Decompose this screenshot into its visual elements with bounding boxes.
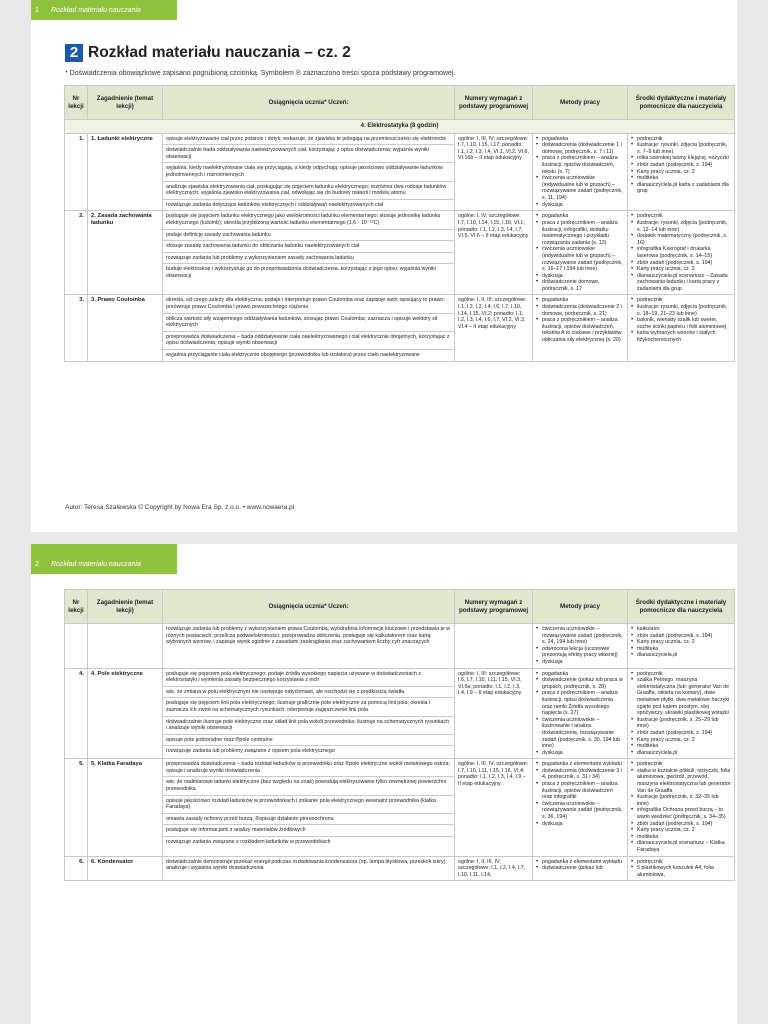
document-title <box>65 44 351 62</box>
lesson-methods <box>533 759 628 856</box>
aid-item: • Karty pracy ucznia, cz. 2 <box>631 169 731 176</box>
page-number: 1 <box>35 7 39 14</box>
outcome-item: opisuje pole jednorodne oraz ®pole centralne <box>163 735 454 747</box>
aid-list <box>631 136 731 195</box>
lesson-number: 6. <box>65 856 88 881</box>
lesson-number <box>65 624 88 669</box>
lesson-outcomes <box>163 295 455 361</box>
lesson-requirements: ogólne: I, III, IV; szczegółowe: I.7, I.10, I.11, I.15, I.16, VI.4; ponadto: I.1, I.2, I.3, I.4, I.9 – II etap edukacyjny <box>455 759 533 856</box>
aid-item: • infografika Ochrona przed burzą – to warto wiedzieć (podręcznik, s. 34–35) <box>631 807 731 820</box>
method-item: • doświadczenie (pokaz lub praca w grupach, podręcznik, s. 28) <box>536 677 624 690</box>
section-title: 4. Elektrostatyka (8 godzin) <box>65 120 735 134</box>
lesson-topic: 5. Klatka Faradaya <box>88 759 163 856</box>
method-item: • praca z podręcznikiem – analiza ilustracji, opisów doświadczeń oraz infografiki <box>536 781 624 801</box>
aid-item: • ilustracje: rysunki, zdjęcia (podręcznik, s. 18–19, 21–23 lub inne) <box>631 304 731 317</box>
col-outcomes: Osiągnięcia ucznia* Uczeń: <box>163 86 455 120</box>
aid-item: • dlanauczyciela.pl karta z zadaniami dla grup <box>631 182 731 195</box>
lesson-methods <box>533 856 628 881</box>
aid-item: • multiteka <box>631 175 731 182</box>
lesson-methods <box>533 624 628 669</box>
outcome-item: określa, od czego zależy siła elektryczna; podaje i interpretuje prawo Coulomba oraz zapisuje wzór opisujący to prawo; porównuje prawo Coulomba i prawo powszechnego ciążenia <box>163 295 454 313</box>
lesson-number: 4. <box>65 668 88 759</box>
aid-item: • rolka szerokiej taśmy klejącej, nożyczki <box>631 155 731 162</box>
method-list <box>536 671 624 757</box>
method-item: • praca z podręcznikiem – analiza ilustracji, opisów doświadczeń, tekstów A to ciekawe i przykładów obliczania siły elektrycznej (s. 20) <box>536 317 624 343</box>
lesson-row <box>65 856 735 881</box>
method-item: • pogadanka <box>536 136 624 143</box>
lesson-methods <box>533 133 628 211</box>
method-item: • ćwiczenia uczniowskie (indywidualne lub w grupach) – rozwiązywanie zadań (podręcznik, s. 16–17 i 194 lub inne) <box>536 246 624 272</box>
method-item: • ćwiczenia uczniowskie – rozwiązywanie zadań (podręcznik, s. 24, 194 lub inne) <box>536 626 624 646</box>
lesson-topic: 1. Ładunki elektryczne <box>88 133 163 211</box>
col-nr: Nr lekcji <box>65 590 88 624</box>
lesson-requirements: ogólne: I, IV; szczegółowe: I.7, I.10, I.14, I.15, I.16, VI.1; ponadto: I.1, I.2, I.3, I.4, I.7, VI.5, VI.6 – II etap edukacyjny <box>455 211 533 295</box>
aid-item: • balonik, wieniaty szalik lub sweter, suche ścinki papieru i folii aluminiowej <box>631 317 731 330</box>
outcome-item: posługuje się pojęciem ładunku elektrycznego jako wielokrotności ładunku elementarnego; stosuje jednostkę ładunku elektrycznego (kulomb); określa przybliżoną wartość ładunku elementarnego (1,6 · 10⁻¹⁹C) <box>163 211 454 229</box>
lesson-requirements: ogólne: I, III, IV; szczegółowe: I.7, I.10, I.15, I.17; ponadto: I.1, I.2, I.3, I.4, VI.1, VI.2, VI.6, VI.16b – II etap edukacyjny <box>455 133 533 211</box>
lesson-outcomes <box>163 856 455 881</box>
outcome-item: rozwiązuje zadania związane z rozkładem ładunków w przewodnikach <box>166 839 331 846</box>
page-header-bar <box>31 0 177 20</box>
aid-list <box>631 671 731 757</box>
title-text: Rozkład materiału nauczania – cz. 2 <box>88 44 351 61</box>
outcome-item: doświadczalnie bada oddziaływania naelektryzowanych ciał, korzystając z opisu doświadczenia; wyjaśnia wyniki obserwacji <box>163 145 454 163</box>
lesson-number: 5. <box>65 759 88 856</box>
outcome-item: analizuje zjawiska elektryzowania ciał, posługując się pojęciem ładunku elektrycznego; rozróżnia dwa rodzaje ładunków elektrycznych; wyjaśnia zjawisko elektryzowania ciał, odwołując się do budowy materii i modelu atomu <box>163 182 454 200</box>
lesson-topic: 2. Zasada zachowania ładunku <box>88 211 163 295</box>
aid-item: • zbiór zadań (podręcznik, s. 194) <box>631 162 731 169</box>
lesson-requirements: ogólne: I, II, III; szczegółowe: I.1, I.2, I.3, I.4, I.6, I.7, I.10, I.14, I.15, VI.2; ponadto: I.1, I.2, I.3, I.4, I.6, I.7, VI.2, VI.3, VI.4 – II etap edukacyjny <box>455 295 533 361</box>
aid-list <box>631 213 731 292</box>
outcome-item: posługuje się pojęciem linii pola elektrycznego; ilustruje graficznie pole elektryczne za pomocą linii pola, określa i zaznacza ich zwrot na schematycznych rysunkach; interpretuje zagęszczenie linii pola <box>163 698 454 716</box>
outcome-item: posługuje się informacjami z analizy materiałów źródłowych <box>163 825 454 837</box>
aid-item: • Karty pracy ucznia, cz. 2 <box>631 266 731 273</box>
aid-item: • podręcznik <box>631 136 731 143</box>
aid-item: • karta wybranych wzorów i stałych fizykochemicznych <box>631 330 731 343</box>
col-aids: Środki dydaktyczne i materiały pomocnicze dla nauczyciela <box>628 590 735 624</box>
aid-item: • ilustracje: rysunki, zdjęcia (podręcznik, s. 12–14 lub inne) <box>631 220 731 233</box>
aid-item: • dlanauczyciela.pl scenariusz – Zasada zachowania ładunku i karta pracy z zadaniami dla grup <box>631 273 731 293</box>
lesson-requirements: ogólne: I, II, III, IV; szczegółowe: I.1, I.2, I.4, I.7, I.10, I.11, I.14, <box>455 856 533 881</box>
aid-item: • Karty pracy ucznia, cz. 2 <box>631 827 731 834</box>
aid-item: • podręcznik <box>631 213 731 220</box>
outcome-item: opisuje jakościowo rozkład ładunków w przewodnikach i znikanie pola elektrycznego wewnątrz przewodnika (klatka Faradaya) <box>163 796 454 814</box>
aid-list <box>631 626 731 659</box>
legend-note: * Doświadczenia obowiązkowe zapisano pogrubioną czcionką. Symbolem ® zaznaczono treści spoza podstawy programowej. <box>65 70 456 77</box>
aid-item: • ilustracje: rysunki, zdjęcia (podręcznik, s. 7–9 lub inne) <box>631 142 731 155</box>
aid-item: • 5 plastikowych koszulek A4, folia aluminiowa, <box>631 865 731 878</box>
method-item: • dyskusja <box>536 659 624 666</box>
lesson-number: 2. <box>65 211 88 295</box>
aid-item: • zbiór zadań (podręcznik, s. 194) <box>631 260 731 267</box>
method-item: • ćwiczenia uczniowskie – ilustrowanie i analiza doświadczenia, rozwiązywanie zadań (podręcznik, s. 30, 194 lub inne) <box>536 717 624 750</box>
method-item: • doświadczenia (doświadczenie 2 i domowe, podręcznik, s. 21) <box>536 304 624 317</box>
method-list <box>536 136 624 209</box>
outcome-item: rozwiązuje zadania lub problemy z wykorzystaniem zasady zachowania ładunku <box>163 253 454 265</box>
col-topic: Zagadnienie (temat lekcji) <box>88 86 163 120</box>
lesson-row <box>65 211 735 295</box>
method-list <box>536 297 624 343</box>
aid-item: • Karty pracy ucznia, cz. 2 <box>631 737 731 744</box>
method-item: • dyskusja <box>536 821 624 828</box>
lesson-number: 3. <box>65 295 88 361</box>
method-item: • odwrócona lekcja (uczniowie prezentują efekty pracy własnej) <box>536 646 624 659</box>
aid-item: • dodatek matematyczny (podręcznik, s. 16) <box>631 233 731 246</box>
header-title: Rozkład materiału nauczania <box>50 7 141 14</box>
method-item: • dyskusja <box>536 273 624 280</box>
method-list <box>536 761 624 827</box>
aid-item: • multiteka <box>631 646 731 653</box>
lesson-outcomes <box>163 624 455 669</box>
curriculum-table <box>64 85 735 362</box>
method-list <box>536 213 624 292</box>
lesson-aids <box>628 624 735 669</box>
method-item: • ćwiczenia uczniowskie (indywidualne lub w grupach) – rozwiązywanie zadań (podręcznik, s. 11, 194) <box>536 175 624 201</box>
lesson-aids <box>628 295 735 361</box>
aid-item: • podręcznik <box>631 859 731 866</box>
aid-item: • podręcznik <box>631 761 731 768</box>
col-outcomes: Osiągnięcia ucznia* Uczeń: <box>163 590 455 624</box>
method-item: • pogadanka z elementami wykładu <box>536 761 624 768</box>
lesson-outcomes <box>163 759 455 856</box>
lesson-row <box>65 295 735 361</box>
outcome-item: stosuje zasadę zachowania ładunku do obliczania ładunku naelektryzowanych ciał <box>163 241 454 253</box>
method-item: • doświadczenia (doświadczenie 1 i domowe, podręcznik, s. 7 i 11) <box>536 142 624 155</box>
method-item: • praca z podręcznikiem – analiza ilustracji, opisu doświadczenia oraz ramki Źródła wysokiego napięcia (s. 27) <box>536 690 624 716</box>
lesson-aids <box>628 668 735 759</box>
method-item: • dyskusja <box>536 202 624 209</box>
lesson-outcomes <box>163 668 455 759</box>
aid-item: • infografika Kserograf i drukarka laserowa (podręcznik, s. 14–15) <box>631 246 731 259</box>
lesson-row <box>65 624 735 669</box>
outcome-item: oblicza wartość siły wzajemnego oddziaływania ładunków, stosując prawo Coulomba; zaznacza i opisuje wektory sił elektrycznych <box>163 314 454 332</box>
lesson-topic: 3. Prawo Coulomba <box>88 295 163 361</box>
method-item: • doświadczenie (pokaz lub <box>536 865 624 872</box>
outcome-item: wie, że zmiana w polu elektrycznym nie następuje natychmiast, ale rozchodzi się z prędkością światła <box>163 687 454 699</box>
aid-item: • siatka w kształcie półkuli, nożyczki, folia aluminiowa, gwóźdź, przewód, maszyna elektrostatyczna lub generator Van de Graaffa <box>631 768 731 794</box>
lesson-outcomes <box>163 133 455 211</box>
section-row <box>65 120 735 134</box>
outcome-item: rozwiązuje zadania lub problemy z wykorzystaniem prawa Coulomba; wyodrębnia informacje kluczowe i przedstawia je w różnych postaciach; przelicza podwielokrotności; przeprowadza obliczenia, posługuje się kalkulatorem oraz kartą wybranych wzorów, i zapisuje wynik zgodnie z zasadami zaokrąglania oraz zachowaniem liczby cyfr znaczących <box>166 626 451 646</box>
col-requirements: Numery wymagań z podstawy programowej <box>455 86 533 120</box>
method-item: • ćwiczenia uczniowskie – rozwiązywanie zadań (podręcznik, s. 36, 194) <box>536 801 624 821</box>
col-aids: Środki dydaktyczne i materiały pomocnicze dla nauczyciela <box>628 86 735 120</box>
lesson-aids <box>628 856 735 881</box>
header-title: Rozkład materiału nauczania <box>50 561 141 568</box>
lesson-row <box>65 668 735 759</box>
aid-item: • dlanauczyciela.pl scenariusz – Klatka Faradaya <box>631 840 731 853</box>
outcome-item: opisuje elektryzowanie ciał przez potarcie i dotyk; wskazuje, że zjawiska te polegają na przemieszczaniu się elektronów <box>163 134 454 146</box>
aid-item: • dlanauczyciela.pl <box>631 652 731 659</box>
aid-item: • zbiór zadań (podręcznik, s. 194) <box>631 633 731 640</box>
lesson-topic: 6. Kondensator <box>88 856 163 881</box>
outcome-item: doświadczalnie demonstruje przekaz energii podczas rozładowania kondensatora (np. lampa błyskowa, przeskok iskry); analizuje i wyjaśnia wyniki doświadczenia <box>166 858 447 872</box>
lesson-aids <box>628 759 735 856</box>
outcome-item: podaje definicję zasady zachowania ładunku <box>163 230 454 242</box>
aid-item: • multiteka <box>631 743 731 750</box>
aid-list <box>631 761 731 853</box>
outcome-item: przeprowadza doświadczenia – bada rozkład ładunków w przewodniku oraz ®pole elektryczne wokół metalowego ostrza; opisuje i analizuje wyniki doświadczenia <box>163 759 454 777</box>
aid-item: • dlanauczyciela.pl <box>631 750 731 757</box>
outcome-item: rozwiązuje zadania lub problemy związane z opisem pola elektrycznego <box>166 748 335 755</box>
outcome-item: posługuje się pojęciem pola elektrycznego; podaje źródła wysokiego napięcia używane w doświadczeniach z elektrostatyki i wymienia zasady bezpiecznego korzystania z nich <box>163 669 454 687</box>
table-header-row <box>65 590 735 624</box>
col-methods: Metody pracy <box>533 590 628 624</box>
method-item: • praca z podręcznikiem – analiza ilustracji, infografiki, dodatku matematycznego i przykładu rozwiązania zadania (s. 13) <box>536 220 624 246</box>
method-item: • pogadanka <box>536 213 624 220</box>
aid-item: • podręcznik <box>631 671 731 678</box>
method-item: • doświadczenie domowe, podręcznik, s. 17 <box>536 279 624 292</box>
page-number: 2 <box>35 561 39 568</box>
outcome-item: buduje elektroskop i wykorzystuje go do przeprowadzenia doświadczenia, korzystając z jego opisu; wyjaśnia wyniki obserwacji <box>166 266 436 279</box>
lesson-topic: 4. Pole elektryczne <box>88 668 163 759</box>
method-item: • pogadanka <box>536 671 624 678</box>
outcome-item: wyjaśnia, kiedy naelektryzowane ciała się przyciągają, a kiedy odpychają; opisuje jakościowo oddziaływanie ładunków jednoimiennych i różnoimiennych <box>163 163 454 181</box>
part-badge: 2 <box>65 44 83 62</box>
aid-item: • ilustracje (podręcznik, s. 25–29 lub inne) <box>631 717 731 730</box>
footer-copyright: Autor: Teresa Szalewska © Copyright by Nowa Era Sp. z o.o. • www.nowaera.pl <box>65 504 295 511</box>
method-item: • dyskusja <box>536 750 624 757</box>
col-methods: Metody pracy <box>533 86 628 120</box>
method-item: • pogadanka z elementami wykładu <box>536 859 624 866</box>
lesson-requirements: ogólne: I, III; szczegółowe: I.6, I.7, I.10, I.11, I.15, VI.3, VI.6a; ponadto: I.1, I.2, I.3, I.4, I.9 – II etap edukacyjny <box>455 668 533 759</box>
aid-item: • zbiór zadań (podręcznik, s. 194) <box>631 730 731 737</box>
lesson-aids <box>628 133 735 211</box>
lesson-row <box>65 133 735 211</box>
method-list <box>536 626 624 666</box>
lesson-topic <box>88 624 163 669</box>
page-1 <box>31 0 737 532</box>
aid-item: • Karty pracy ucznia, cz. 2 <box>631 639 731 646</box>
aid-item: • podręcznik <box>631 297 731 304</box>
lesson-methods <box>533 295 628 361</box>
outcome-item: wie, że nadmiarowe ładunki elektryczne (bez względu na znak) powodują elektryzowanie tylko zewnętrznej powierzchni przewodnika <box>163 777 454 795</box>
method-list <box>536 859 624 872</box>
method-item: • pogadanka <box>536 297 624 304</box>
page-2 <box>31 544 737 1024</box>
aid-list <box>631 859 731 879</box>
aid-item: • kalkulator <box>631 626 731 633</box>
page-header-bar <box>31 544 177 574</box>
aid-item: • zbiór zadań (podręcznik, s. 194) <box>631 821 731 828</box>
method-item: • praca z podręcznikiem – analiza ilustracji, opisów doświadczeń, tekstu (s. 7) <box>536 155 624 175</box>
lesson-aids <box>628 211 735 295</box>
lesson-outcomes <box>163 211 455 295</box>
outcome-item: przeprowadza doświadczenia – bada oddziaływanie ciała naelektryzowanego i ciał elektrycznie obojętnych, korzystając z opisu doświadczenia; opisuje wyniki obserwacji <box>163 332 454 350</box>
curriculum-table <box>64 589 735 881</box>
outcome-item: omawia zasady ochrony przed burzą; ®opisuje działanie piorunochronu <box>163 814 454 826</box>
col-requirements: Numery wymagań z podstawy programowej <box>455 590 533 624</box>
lesson-methods <box>533 211 628 295</box>
aid-list <box>631 297 731 343</box>
table-header-row <box>65 86 735 120</box>
outcome-item: doświadczalnie ilustruje pole elektryczne oraz układ linii pola wokół przewodnika; ilustruje na schematycznych rysunkach i analizuje wyniki obserwacji <box>163 717 454 735</box>
lesson-number: 1. <box>65 133 88 211</box>
lesson-requirements <box>455 624 533 669</box>
aid-item: • szalka Petriego, maszyna elektrostatyczna (lub: generator Van de Graaffa, rakieta na komary), dwie metalowe płytki, dwa metalowe haczyki zgięte pod kątem prostym, olej spożywczy, skrawki plastikowej wstążki <box>631 677 731 717</box>
method-item: • doświadczenia (doświadczenie 3 i 4, podręcznik, s. 31 i 34) <box>536 768 624 781</box>
col-nr: Nr lekcji <box>65 86 88 120</box>
lesson-methods <box>533 668 628 759</box>
outcome-item: wyjaśnia przyciąganie ciała elektrycznie obojętnego (przewodnika lub izolatora) przez ciało naelektryzowane <box>166 352 420 359</box>
outcome-item: rozwiązuje zadania dotyczące ładunków elektrycznych i oddziaływań naelektryzowanych ciał <box>166 201 383 208</box>
aid-item: • ilustracje (podręcznik, s. 32–35 lub inne) <box>631 794 731 807</box>
col-topic: Zagadnienie (temat lekcji) <box>88 590 163 624</box>
aid-item: • multiteka <box>631 834 731 841</box>
lesson-row <box>65 759 735 856</box>
